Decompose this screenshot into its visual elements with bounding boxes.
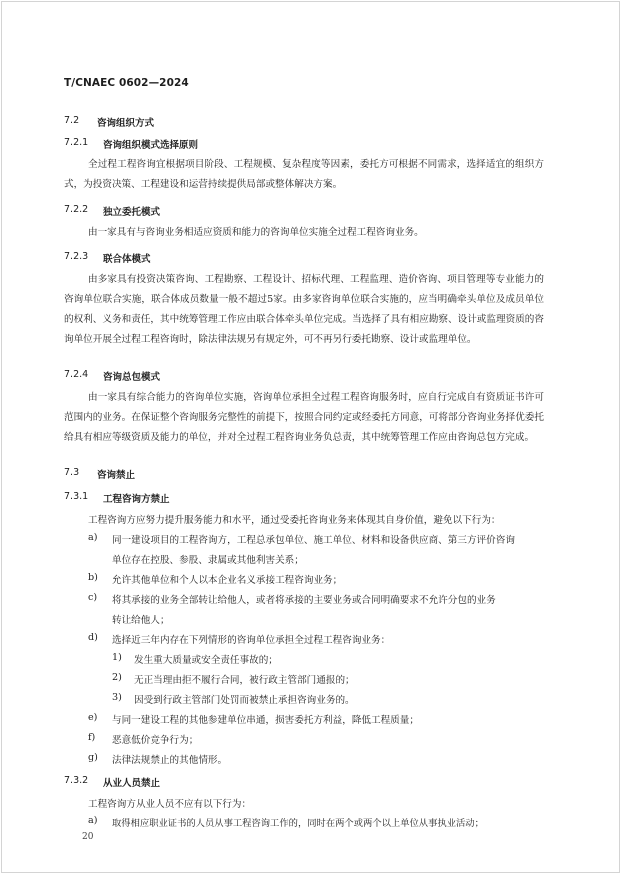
list-marker: c) bbox=[88, 592, 98, 603]
clause-text: 全过程工程咨询宜根据项目阶段、工程规模、复杂程度等因素，委托方可根据不同需求，选择适宜的组织方式，为投资决策、工程建设和运营持续提供局部或整体解决方案。 bbox=[64, 159, 544, 190]
section-title: 咨询组织方式 bbox=[97, 118, 155, 129]
list-marker: b) bbox=[88, 572, 98, 583]
list-marker: a) bbox=[88, 532, 98, 543]
clause-title: 从业人员禁止 bbox=[103, 778, 161, 789]
section-number: 7.2 bbox=[64, 115, 80, 126]
section-number: 7.3 bbox=[64, 467, 80, 478]
list-item: 同一建设项目的工程咨询方，工程总承包单位、施工单位、材料和设备供应商、第三方评价咨询 bbox=[112, 535, 515, 546]
clause-number: 7.2.1 bbox=[64, 137, 89, 148]
clause-text: 由多家具有投资决策咨询、工程勘察、工程设计、招标代理、工程监理、造价咨询、项目管理等专业能力的咨询单位联合实施，联合体成员数量一般不超过5家。由多家咨询单位联合实施的，应当明确牵头单位及成员单位的权利、义务和责任，其中统筹管理工作应由联合体牵头单位完成。当选择了具有相应勘察、设计或监理资质的咨询单位开展全过程工程咨询时，除法律法规另有规定外，可不再另行委托勘察、设计或监理单位。 bbox=[64, 274, 544, 345]
list-item: 与同一建设工程的其他参建单位串通，损害委托方利益，降低工程质量； bbox=[112, 715, 419, 726]
clause-title: 联合体模式 bbox=[103, 254, 151, 265]
clause-number: 7.2.4 bbox=[64, 369, 89, 380]
sublist-marker: 3) bbox=[112, 692, 122, 703]
section-title: 咨询禁止 bbox=[97, 470, 136, 481]
list-marker: d) bbox=[88, 632, 98, 643]
page-number: 20 bbox=[82, 832, 94, 842]
list-item: 选择近三年内存在下列情形的咨询单位承担全过程工程咨询业务： bbox=[112, 635, 391, 646]
clause-title: 咨询组织模式选择原则 bbox=[103, 140, 199, 151]
standard-number: T/CNAEC 0602—2024 bbox=[64, 77, 189, 89]
list-marker: e) bbox=[88, 712, 98, 723]
clause-title: 咨询总包模式 bbox=[103, 372, 161, 383]
clause-title: 工程咨询方禁止 bbox=[103, 494, 170, 505]
clause-number: 7.3.1 bbox=[64, 491, 89, 502]
list-item-cont: 转让给他人； bbox=[112, 615, 170, 626]
sublist-marker: 2) bbox=[112, 672, 122, 683]
sublist-item: 因受到行政主管部门处罚而被禁止承担咨询业务的。 bbox=[134, 695, 355, 706]
list-item-cont: 单位存在控股、参股、隶属或其他利害关系； bbox=[112, 555, 304, 566]
list-item: 将其承接的业务全部转让给他人，或者将承接的主要业务或合同明确要求不允许分包的业务 bbox=[112, 595, 496, 606]
clause-intro: 工程咨询方应努力提升服务能力和水平，通过受委托咨询业务来体现其自身价值，避免以下行为： bbox=[88, 515, 501, 526]
list-marker: f) bbox=[88, 732, 96, 743]
list-item: 取得相应职业证书的人员从事工程咨询工作的，同时在两个或两个以上单位从事执业活动； bbox=[112, 818, 484, 829]
clause-number: 7.2.3 bbox=[64, 251, 89, 262]
list-item: 法律法规禁止的其他情形。 bbox=[112, 755, 228, 766]
list-marker: a) bbox=[88, 815, 98, 826]
clause-number: 7.3.2 bbox=[64, 775, 89, 786]
sublist-item: 无正当理由拒不履行合同，被行政主管部门通报的； bbox=[134, 675, 355, 686]
clause-number: 7.2.2 bbox=[64, 204, 89, 215]
sublist-item: 发生重大质量或安全责任事故的； bbox=[134, 655, 278, 666]
clause-text: 由一家具有与咨询业务相适应资质和能力的咨询单位实施全过程工程咨询业务。 bbox=[88, 227, 424, 238]
list-marker: g) bbox=[88, 752, 98, 763]
clause-intro: 工程咨询方从业人员不应有以下行为： bbox=[88, 799, 252, 810]
list-item: 允许其他单位和个人以本企业名义承接工程咨询业务； bbox=[112, 575, 343, 586]
clause-title: 独立委托模式 bbox=[103, 207, 161, 218]
sublist-marker: 1) bbox=[112, 652, 122, 663]
clause-text: 由一家具有综合能力的咨询单位实施，咨询单位承担全过程工程咨询服务时，应自行完成自有资质证书许可范围内的业务。在保证整个咨询服务完整性的前提下，按照合同约定或经委托方同意，可将部分咨询业务择优委托给具有相应等级资质及能力的单位，并对全过程工程咨询业务负总责，其中统筹管理工作应由咨询总包方完成。 bbox=[64, 392, 544, 443]
list-item: 恶意低价竞争行为； bbox=[112, 735, 199, 746]
